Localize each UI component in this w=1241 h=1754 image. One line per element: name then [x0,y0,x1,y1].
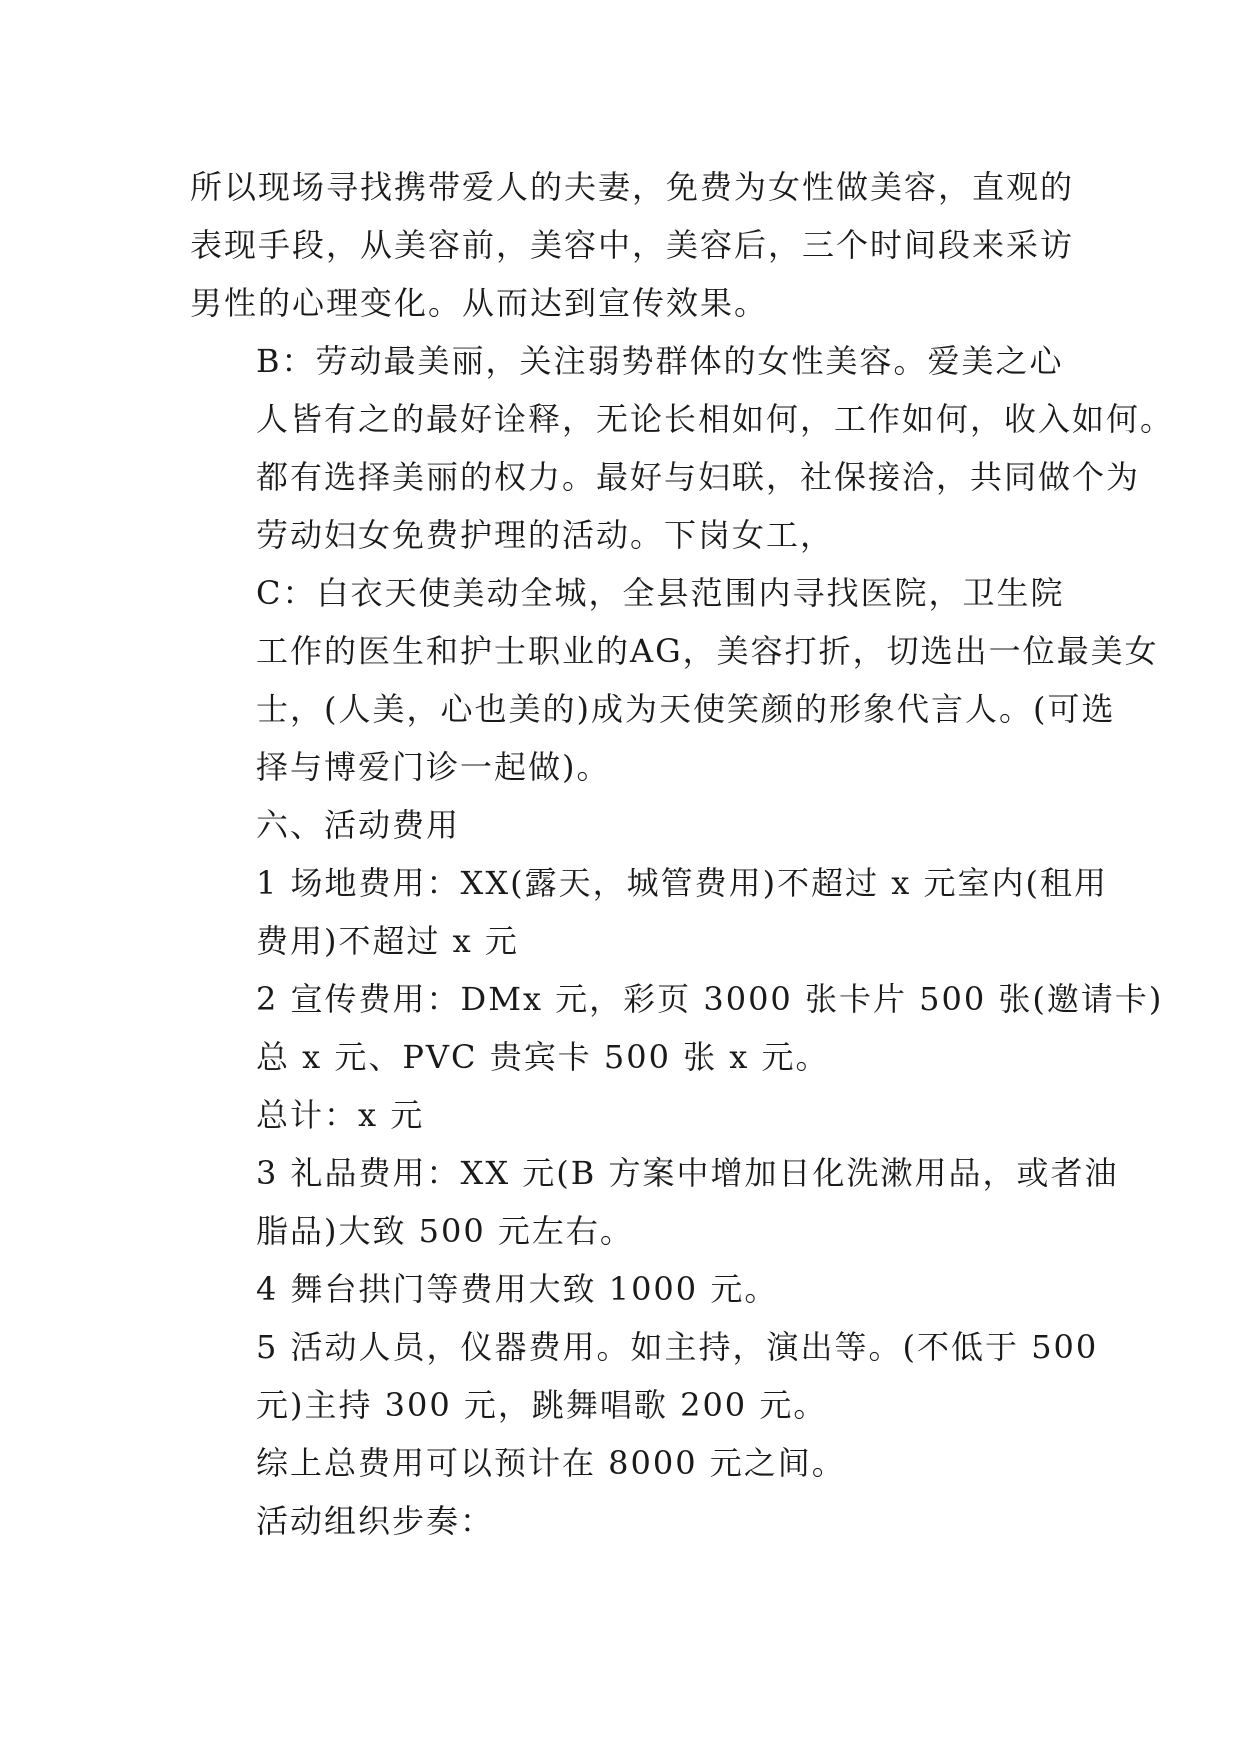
document-body [190,158,1175,1550]
text-line: 费用)不超过 x 元 [256,922,519,960]
text-line: 4 舞台拱门等费用大致 1000 元。 [256,1270,779,1308]
paragraph [190,1086,1050,1144]
paragraph [190,970,1164,1086]
text-line: 所以现场寻找携带爱人的夫妻，免费为女性做美容，直观的 [190,168,1075,206]
text-line: C：白衣天使美动全城，全县范围内寻找医院，卫生院 [256,574,1065,612]
text-line: 脂品)大致 500 元左右。 [256,1212,634,1250]
text-line: 总 x 元、PVC 贵宾卡 500 张 x 元。 [256,1038,830,1076]
paragraph [190,332,1175,564]
paragraph [190,854,1108,970]
text-line: 综上总费用可以预计在 8000 元之间。 [256,1444,846,1482]
paragraph [190,564,1159,796]
text-line: 5 活动人员，仪器费用。如主持，演出等。(不低于 500 [256,1328,1099,1366]
paragraph [190,158,1075,332]
text-line: B：劳动最美丽，关注弱势群体的女性美容。爱美之心 [256,342,1064,380]
paragraph [190,1434,1050,1492]
text-line: 2 宣传费用：DMx 元，彩页 3000 张卡片 500 张(邀请卡) [256,980,1164,1018]
text-line: 男性的心理变化。从而达到宣传效果。 [190,284,769,322]
text-line: 都有选择美丽的权力。最好与妇联，社保接洽，共同做个为 [256,458,1141,496]
text-line: 六、活动费用 [256,806,461,844]
text-line: 活动组织步奏： [256,1502,495,1540]
text-line: 择与博爱门诊一起做)。 [256,748,611,786]
text-line: 3 礼品费用：XX 元(B 方案中增加日化洗漱用品，或者油 [256,1154,1119,1192]
text-line: 表现手段，从美容前，美容中，美容后，三个时间段来采访 [190,226,1075,264]
text-line: 元)主持 300 元，跳舞唱歌 200 元。 [256,1386,828,1424]
text-line: 人皆有之的最好诠释，无论长相如何，工作如何，收入如何。 [256,400,1175,438]
paragraph [190,796,1050,854]
text-line: 1 场地费用：XX(露天，城管费用)不超过 x 元室内(租用 [256,864,1108,902]
text-line: 劳动妇女免费护理的活动。下岗女工， [256,516,835,554]
paragraph [190,1492,1050,1550]
paragraph [190,1318,1099,1434]
text-line: 总计：x 元 [256,1096,425,1134]
text-line: 工作的医生和护士职业的AG，美容打折，切选出一位最美女 [256,632,1159,670]
paragraph [190,1260,1050,1318]
paragraph [190,1144,1119,1260]
text-line: 士，(人美，心也美的)成为天使笑颜的形象代言人。(可选 [256,690,1116,728]
